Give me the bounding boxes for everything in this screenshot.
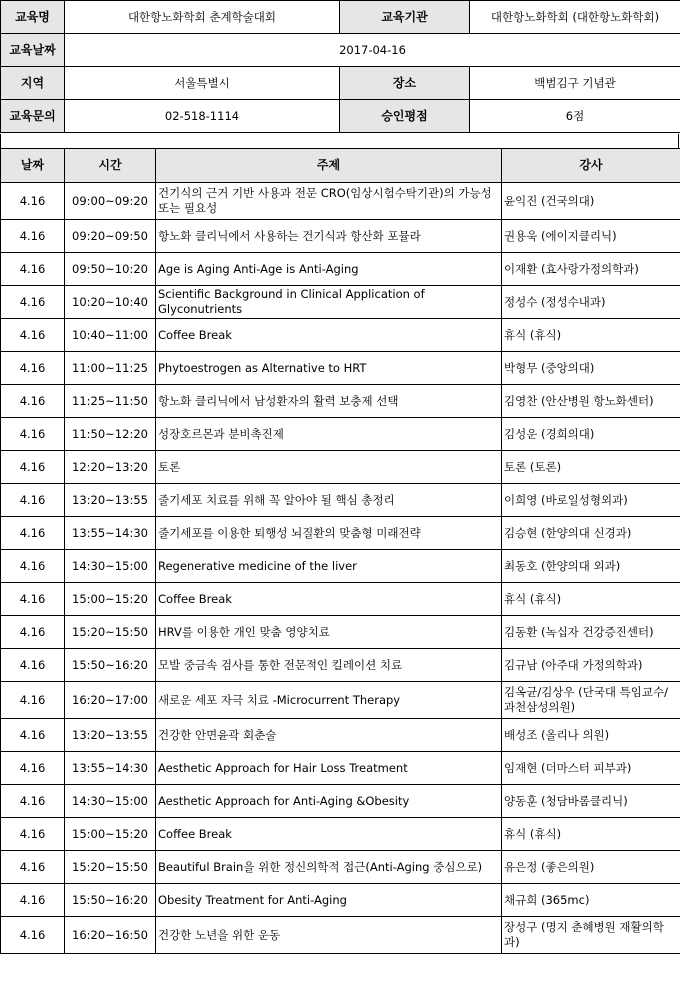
table-row <box>1 583 680 616</box>
table-row <box>1 418 680 451</box>
row-topic: 성장호르몬과 분비촉진제 <box>156 418 502 451</box>
row-time: 13:20~13:55 <box>65 484 156 517</box>
row-date: 4.16 <box>1 418 65 451</box>
row-time: 09:50~10:20 <box>65 253 156 286</box>
row-topic: Age is Aging Anti-Age is Anti-Aging <box>156 253 502 286</box>
row-topic: 줄기세포 치료를 위해 꼭 알아야 될 핵심 총정리 <box>156 484 502 517</box>
schedule-header-row <box>1 149 680 183</box>
row-date: 4.16 <box>1 352 65 385</box>
row-lecturer: 장성구 (명지 춘혜병원 재활의학과) <box>502 917 680 954</box>
row-date: 4.16 <box>1 917 65 954</box>
course-info-table <box>0 0 680 133</box>
row-time: 13:55~14:30 <box>65 517 156 550</box>
row-topic: Coffee Break <box>156 818 502 851</box>
table-row <box>1 682 680 719</box>
place-label: 장소 <box>340 67 470 100</box>
row-date: 4.16 <box>1 319 65 352</box>
header-date: 날짜 <box>1 149 65 183</box>
row-lecturer: 휴식 (휴식) <box>502 818 680 851</box>
header-topic: 주제 <box>156 149 502 183</box>
row-time: 10:20~10:40 <box>65 286 156 319</box>
table-row <box>1 183 680 220</box>
table-row <box>1 484 680 517</box>
row-date: 4.16 <box>1 851 65 884</box>
info-row-name <box>1 1 680 34</box>
row-topic: 건기식의 근거 기반 사용과 전문 CRO(임상시험수탁기관)의 가능성 또는 필요성 <box>156 183 502 220</box>
row-topic: 모발 중금속 검사를 통한 전문적인 킬레이션 치료 <box>156 649 502 682</box>
table-row <box>1 851 680 884</box>
row-date: 4.16 <box>1 253 65 286</box>
row-time: 14:30~15:00 <box>65 785 156 818</box>
row-lecturer: 김영찬 (안산병원 항노화센터) <box>502 385 680 418</box>
table-row <box>1 785 680 818</box>
row-lecturer: 채규희 (365mc) <box>502 884 680 917</box>
table-row <box>1 319 680 352</box>
row-lecturer: 이재환 (효사랑가정의학과) <box>502 253 680 286</box>
row-time: 11:25~11:50 <box>65 385 156 418</box>
row-topic: Aesthetic Approach for Anti-Aging &Obesity <box>156 785 502 818</box>
inquiry-label: 교육문의 <box>1 100 65 133</box>
row-date: 4.16 <box>1 649 65 682</box>
credit-value: 6점 <box>470 100 680 133</box>
info-row-date <box>1 34 680 67</box>
row-topic: Phytoestrogen as Alternative to HRT <box>156 352 502 385</box>
row-date: 4.16 <box>1 785 65 818</box>
row-topic: 새로운 세포 자극 치료 -Microcurrent Therapy <box>156 682 502 719</box>
row-topic: Regenerative medicine of the liver <box>156 550 502 583</box>
row-date: 4.16 <box>1 583 65 616</box>
row-time: 15:20~15:50 <box>65 616 156 649</box>
header-time: 시간 <box>65 149 156 183</box>
institution-value: 대한항노화학회 (대한항노화학회) <box>470 1 680 34</box>
row-lecturer: 휴식 (휴식) <box>502 319 680 352</box>
row-time: 09:20~09:50 <box>65 220 156 253</box>
row-time: 15:20~15:50 <box>65 851 156 884</box>
row-topic: Coffee Break <box>156 583 502 616</box>
row-date: 4.16 <box>1 818 65 851</box>
credit-label: 승인평점 <box>340 100 470 133</box>
table-row <box>1 649 680 682</box>
course-name-label: 교육명 <box>1 1 65 34</box>
institution-label: 교육기관 <box>340 1 470 34</box>
row-date: 4.16 <box>1 719 65 752</box>
row-date: 4.16 <box>1 286 65 319</box>
row-time: 10:40~11:00 <box>65 319 156 352</box>
region-label: 지역 <box>1 67 65 100</box>
row-lecturer: 휴식 (휴식) <box>502 583 680 616</box>
row-time: 15:50~16:20 <box>65 649 156 682</box>
row-date: 4.16 <box>1 682 65 719</box>
date-value: 2017-04-16 <box>65 34 680 67</box>
row-time: 15:50~16:20 <box>65 884 156 917</box>
schedule-table <box>0 148 680 954</box>
row-topic: Aesthetic Approach for Hair Loss Treatment <box>156 752 502 785</box>
course-name-value: 대한항노화학회 춘계학술대회 <box>65 1 340 34</box>
row-topic: 항노화 클리닉에서 사용하는 건기식과 항산화 포뮬라 <box>156 220 502 253</box>
table-row <box>1 719 680 752</box>
row-date: 4.16 <box>1 183 65 220</box>
region-value: 서울특별시 <box>65 67 340 100</box>
row-time: 16:20~16:50 <box>65 917 156 954</box>
table-spacer <box>0 134 679 148</box>
row-date: 4.16 <box>1 385 65 418</box>
row-time: 13:20~13:55 <box>65 719 156 752</box>
row-lecturer: 임재현 (더마스터 피부과) <box>502 752 680 785</box>
inquiry-value: 02-518-1114 <box>65 100 340 133</box>
header-lecturer: 강사 <box>502 149 680 183</box>
row-lecturer: 김동환 (녹십자 건강증진센터) <box>502 616 680 649</box>
date-label: 교육날짜 <box>1 34 65 67</box>
row-topic: Obesity Treatment for Anti-Aging <box>156 884 502 917</box>
row-lecturer: 박형무 (중앙의대) <box>502 352 680 385</box>
table-row <box>1 253 680 286</box>
table-row <box>1 385 680 418</box>
info-row-inquiry <box>1 100 680 133</box>
table-row <box>1 752 680 785</box>
schedule-body <box>1 183 680 954</box>
place-value: 백범김구 기념관 <box>470 67 680 100</box>
row-date: 4.16 <box>1 220 65 253</box>
table-row <box>1 220 680 253</box>
table-row <box>1 884 680 917</box>
row-lecturer: 이희영 (바로일성형외과) <box>502 484 680 517</box>
row-topic: 항노화 클리닉에서 남성환자의 활력 보충제 선택 <box>156 385 502 418</box>
row-time: 11:00~11:25 <box>65 352 156 385</box>
row-topic: 토론 <box>156 451 502 484</box>
table-row <box>1 451 680 484</box>
row-lecturer: 배성조 (올리나 의원) <box>502 719 680 752</box>
row-time: 15:00~15:20 <box>65 583 156 616</box>
row-date: 4.16 <box>1 451 65 484</box>
row-date: 4.16 <box>1 616 65 649</box>
row-lecturer: 정성수 (정성수내과) <box>502 286 680 319</box>
row-lecturer: 최동호 (한양의대 외과) <box>502 550 680 583</box>
row-topic: 줄기세포를 이용한 퇴행성 뇌질환의 맞춤형 미래전략 <box>156 517 502 550</box>
row-lecturer: 토론 (토론) <box>502 451 680 484</box>
row-date: 4.16 <box>1 752 65 785</box>
row-lecturer: 김옥균/김상우 (단국대 특임교수/과천삼성의원) <box>502 682 680 719</box>
row-topic: 건강한 노년을 위한 운동 <box>156 917 502 954</box>
row-date: 4.16 <box>1 884 65 917</box>
row-lecturer: 김성운 (경희의대) <box>502 418 680 451</box>
row-lecturer: 유은정 (좋은의원) <box>502 851 680 884</box>
row-time: 11:50~12:20 <box>65 418 156 451</box>
row-lecturer: 김규남 (아주대 가정의학과) <box>502 649 680 682</box>
info-row-region <box>1 67 680 100</box>
table-row <box>1 917 680 954</box>
row-topic: Beautiful Brain을 위한 정신의학적 접근(Anti-Aging 중심으로) <box>156 851 502 884</box>
row-date: 4.16 <box>1 517 65 550</box>
row-date: 4.16 <box>1 484 65 517</box>
table-row <box>1 286 680 319</box>
row-time: 12:20~13:20 <box>65 451 156 484</box>
table-row <box>1 550 680 583</box>
row-time: 09:00~09:20 <box>65 183 156 220</box>
row-time: 15:00~15:20 <box>65 818 156 851</box>
table-row <box>1 616 680 649</box>
row-lecturer: 양동훈 (청담바롬클리닉) <box>502 785 680 818</box>
row-time: 14:30~15:00 <box>65 550 156 583</box>
table-row <box>1 352 680 385</box>
row-topic: Scientific Background in Clinical Application of Glyconutrients <box>156 286 502 319</box>
row-date: 4.16 <box>1 550 65 583</box>
row-time: 13:55~14:30 <box>65 752 156 785</box>
row-topic: 건강한 안면윤곽 회춘술 <box>156 719 502 752</box>
row-topic: HRV를 이용한 개인 맞춤 영양치료 <box>156 616 502 649</box>
table-row <box>1 517 680 550</box>
row-lecturer: 권용욱 (에이지클리닉) <box>502 220 680 253</box>
row-lecturer: 윤익진 (건국의대) <box>502 183 680 220</box>
row-time: 16:20~17:00 <box>65 682 156 719</box>
table-row <box>1 818 680 851</box>
row-topic: Coffee Break <box>156 319 502 352</box>
row-lecturer: 김승현 (한양의대 신경과) <box>502 517 680 550</box>
